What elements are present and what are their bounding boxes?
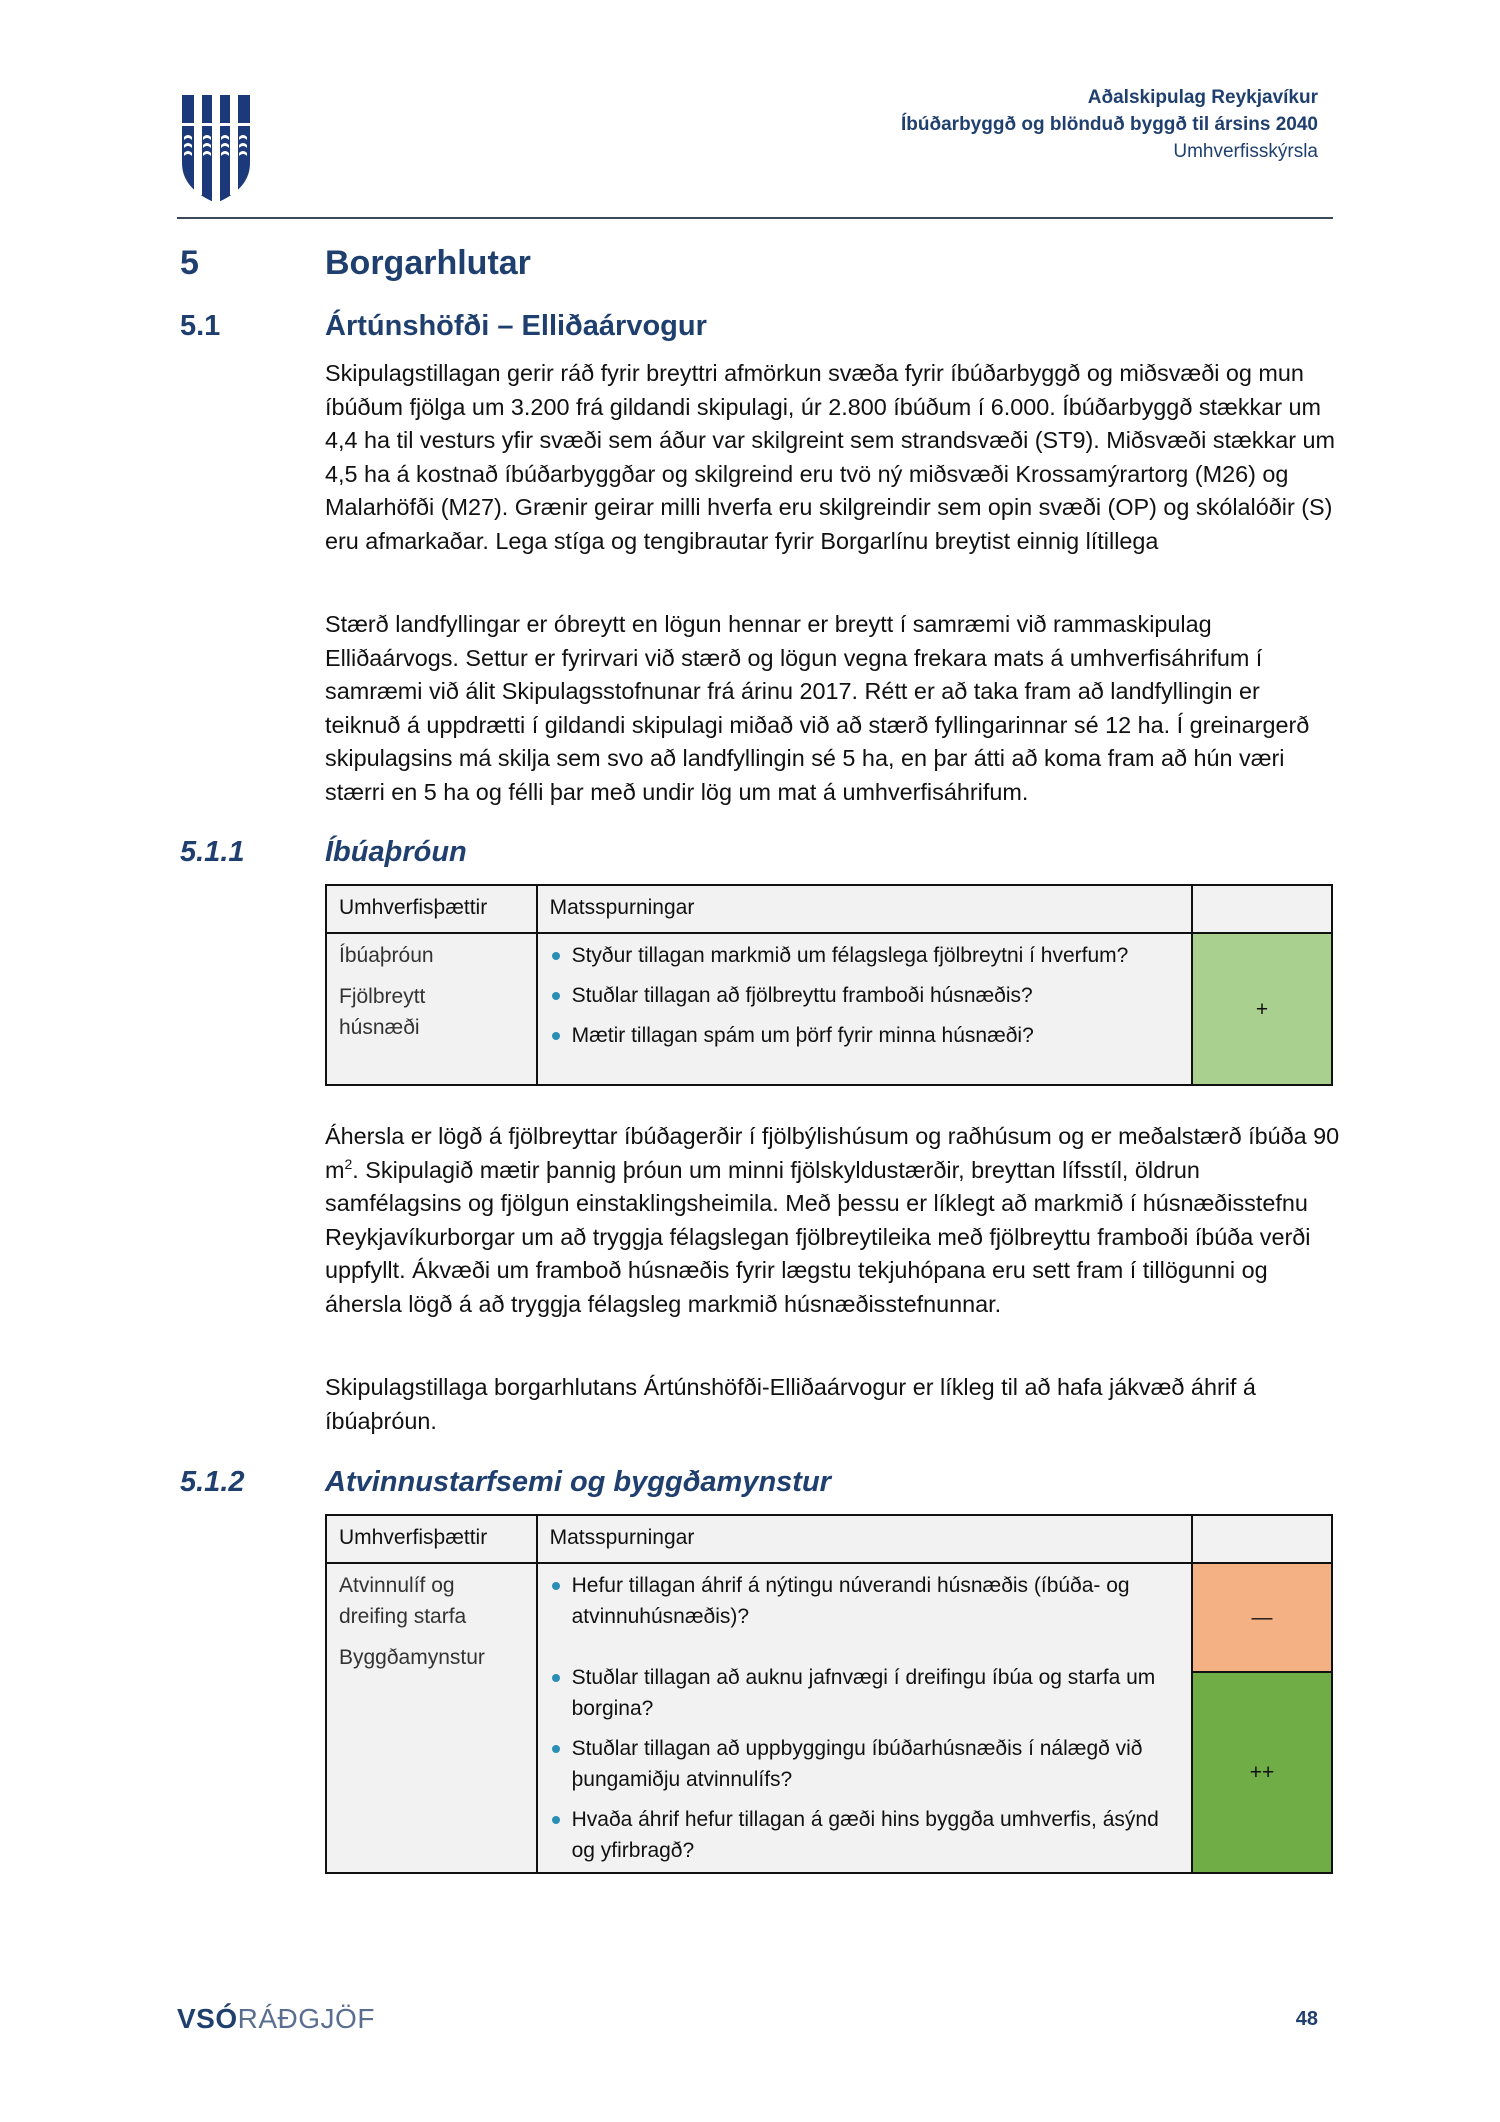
question: Stuðlar tillagan að fjölbreyttu framboði húsnæðis? <box>550 980 1179 1011</box>
factor: Fjölbreytt húsnæði <box>339 985 426 1039</box>
factor: Íbúaþróun <box>339 944 434 967</box>
subsection-number: 5.1 <box>180 310 221 342</box>
score-positive: + <box>1192 933 1332 1085</box>
column-header: Umhverfisþættir <box>326 1515 537 1563</box>
column-header: Umhverfisþættir <box>326 885 537 933</box>
column-header <box>1192 885 1332 933</box>
header-divider <box>177 217 1333 219</box>
subsubsection-number: 5.1.2 <box>180 1466 245 1498</box>
subsubsection-number: 5.1.1 <box>180 836 245 868</box>
paragraph <box>325 1120 1340 1322</box>
factor: Atvinnulíf og dreifing starfa <box>339 1574 467 1628</box>
question: Mætir tillagan spám um þörf fyrir minna húsnæði? <box>550 1020 1179 1051</box>
column-header <box>1192 1515 1332 1563</box>
brand-bold: VSÓ <box>177 2003 238 2034</box>
subsubsection-title: Íbúaþróun <box>325 836 467 868</box>
question: Stuðlar tillagan að uppbyggingu íbúðarhúsnæðis í nálægð við þungamiðju atvinnulífs? <box>550 1733 1179 1795</box>
score-negative: — <box>1192 1563 1332 1672</box>
question: Hefur tillagan áhrif á nýtingu núverandi húsnæðis (íbúða- og atvinnuhúsnæðis)? <box>550 1570 1179 1632</box>
factors-cell <box>326 1563 537 1873</box>
section-number: 5 <box>180 244 199 282</box>
score-strong-positive: ++ <box>1192 1672 1332 1873</box>
assessment-table-1 <box>325 884 1333 1086</box>
section-title: Borgarhlutar <box>325 244 531 282</box>
question: Stuðlar tillagan að auknu jafnvægi í dreifingu íbúa og starfa um borgina? <box>550 1662 1179 1724</box>
reykjavik-logo <box>180 93 252 210</box>
paragraph: Skipulagstillaga borgarhlutans Ártúnshöfði-Elliðaárvogur er líkleg til að hafa jákvæð áhrif á íbúaþróun. <box>325 1374 1256 1434</box>
header-line3: Umhverfisskýrsla <box>1173 141 1318 162</box>
assessment-table-2 <box>325 1514 1333 1874</box>
brand-light: RÁÐGJÖF <box>237 2003 375 2034</box>
subsection-title: Ártúnshöfði – Elliðaárvogur <box>325 310 707 342</box>
footer-logo <box>177 2003 375 2035</box>
question: Hvaða áhrif hefur tillagan á gæði hins byggða umhverfis, ásýnd og yfirbragð? <box>550 1804 1179 1866</box>
header-line2: Íbúðarbyggð og blönduð byggð til ársins 2040 <box>901 114 1318 135</box>
superscript: 2 <box>344 1155 353 1172</box>
questions-cell <box>537 1563 1192 1873</box>
paragraph-text: . Skipulagið mætir þannig þróun um minni fjölskyldustærðir, breyttan lífsstíl, öldrun samfélagsins og fjölgun einstaklingsheimila. Með þessu er líklegt að markmið í húsnæðisstefnu Reykjavíkurborgar um að tryggja félagslegan fjölbreytileika með fjölbreyttu framboði íbúða verði uppfyllt. Ákvæði um framboð húsnæðis fyrir lægstu tekjuhópana eru sett fram í tillögunni og áhersla lögð á að tryggja félagsleg markmið húsnæðisstefnunnar. <box>325 1156 1311 1317</box>
column-header: Matsspurningar <box>537 885 1192 933</box>
paragraph: Skipulagstillagan gerir ráð fyrir breyttri afmörkun svæða fyrir íbúðarbyggð og miðsvæði og mun íbúðum fjölga um 3.200 frá gildandi skipulagi, úr 2.800 íbúðum í 6.000. Íbúðarbyggð stækkar um 4,4 ha til vesturs yfir svæði sem áður var skilgreint sem strandsvæði (ST9). Miðsvæði stækkar um 4,5 ha á kostnað íbúðarbyggðar og skilgreind eru tvö ný miðsvæði Krossamýrartorg (M26) og Malarhöfði (M27). Grænir geirar milli hverfa eru skilgreindir sem opin svæði (OP) og skólalóðir (S) eru afmarkaðar. Lega stíga og tengibrautar fyrir Borgarlínu breytist einnig lítillega <box>325 360 1335 554</box>
factors-cell <box>326 933 537 1085</box>
header-line1: Aðalskipulag Reykjavíkur <box>1087 87 1318 108</box>
factor: Byggðamynstur <box>339 1646 485 1669</box>
paragraph-text: Áhersla er lögð á fjölbreyttar íbúðagerðir í fjölbýlishúsum og raðhúsum og er meðalstærð íbúða 90 m <box>325 1123 1340 1183</box>
question: Styður tillagan markmið um félagslega fjölbreytni í hverfum? <box>550 940 1179 971</box>
paragraph: Stærð landfyllingar er óbreytt en lögun hennar er breytt í samræmi við rammaskipulag Elliðaárvogs. Settur er fyrirvari við stærð og lögun vegna frekara mats á umhverfisáhrifum í samræmi við álit Skipulagsstofnunar frá árinu 2017. Rétt er að taka fram að landfyllingin er teiknuð á uppdrætti í gildandi skipulagi miðað við að stærð fyllingarinnar sé 12 ha. Í greinargerð skipulagsins má skilja sem svo að landfyllingin sé 5 ha, en þar átti að koma fram að hún væri stærri en 5 ha og félli þar með undir lög um mat á umhverfisáhrifum. <box>325 611 1310 805</box>
page-number: 48 <box>1295 2008 1318 2030</box>
questions-cell <box>537 933 1192 1085</box>
column-header: Matsspurningar <box>537 1515 1192 1563</box>
running-header <box>901 84 1318 165</box>
subsubsection-title: Atvinnustarfsemi og byggðamynstur <box>325 1466 831 1498</box>
